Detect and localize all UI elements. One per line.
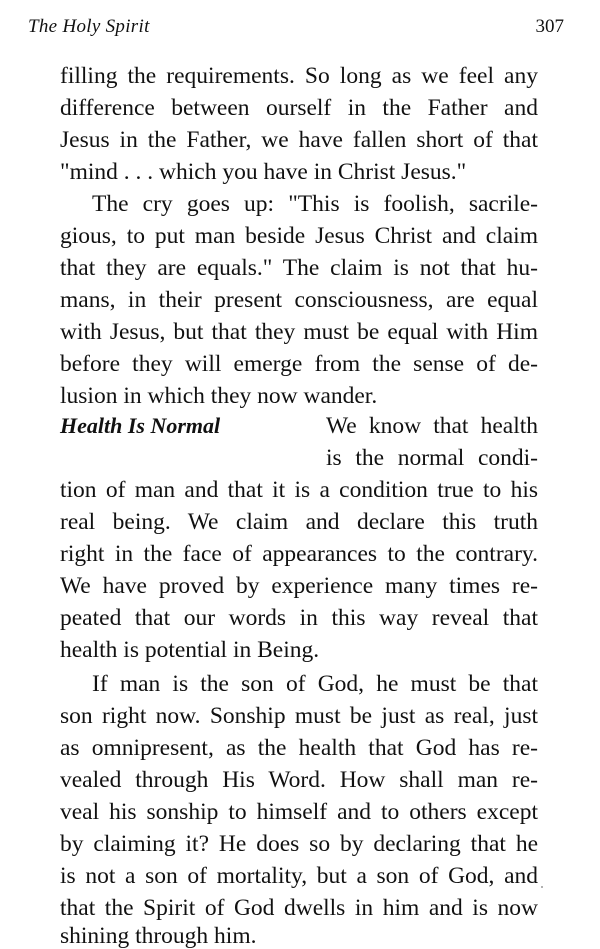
text-line: difference between ourself in the Father and bbox=[60, 95, 538, 121]
text-line: son right now. Sonship must be just as real, just bbox=[60, 703, 538, 729]
text-line: is not a son of mortality, but a son of God, and bbox=[60, 863, 538, 889]
text-line: veal his sonship to himself and to others except bbox=[60, 799, 538, 825]
text-line: Jesus in the Father, we have fallen short of that bbox=[60, 127, 538, 153]
text-line: as omnipresent, as the health that God has re- bbox=[60, 735, 538, 761]
text-line: is the normal condi- bbox=[326, 445, 538, 471]
text-line: lusion in which they now wander. bbox=[60, 383, 378, 409]
text-line: gious, to put man beside Jesus Christ and claim bbox=[60, 223, 538, 249]
text-line: before they will emerge from the sense of de- bbox=[60, 351, 538, 377]
text-line: with Jesus, but that they must be equal with Him bbox=[60, 319, 538, 345]
text-line: by claiming it? He does so by declaring that he bbox=[60, 831, 538, 857]
text-line: The cry goes up: "This is foolish, sacrile- bbox=[92, 191, 538, 217]
text-line: tion of man and that it is a condition true to his bbox=[60, 477, 538, 503]
print-speck bbox=[541, 886, 543, 888]
text-line: health is potential in Being. bbox=[60, 637, 320, 663]
page-header bbox=[28, 16, 564, 42]
text-line: We know that health bbox=[326, 413, 538, 439]
text-line: We have proved by experience many times re- bbox=[60, 573, 538, 599]
text-line: filling the requirements. So long as we feel any bbox=[60, 63, 538, 89]
text-line: that the Spirit of God dwells in him and is now bbox=[60, 895, 538, 921]
text-line: "mind . . . which you have in Christ Jesus." bbox=[60, 159, 467, 185]
text-line: vealed through His Word. How shall man re- bbox=[60, 767, 538, 793]
text-line: right in the face of appearances to the contrary. bbox=[60, 541, 538, 567]
running-title: The Holy Spirit bbox=[28, 16, 150, 37]
text-line: that they are equals." The claim is not that hu- bbox=[60, 255, 538, 281]
text-line: mans, in their present consciousness, are equal bbox=[60, 287, 538, 313]
text-line: real being. We claim and declare this truth bbox=[60, 509, 538, 535]
text-line: If man is the son of God, he must be that bbox=[92, 671, 538, 697]
text-line: shining through him. bbox=[60, 923, 257, 949]
section-subheading: Health Is Normal bbox=[60, 413, 221, 438]
page-number: 307 bbox=[535, 16, 564, 37]
text-line: peated that our words in this way reveal that bbox=[60, 605, 538, 631]
